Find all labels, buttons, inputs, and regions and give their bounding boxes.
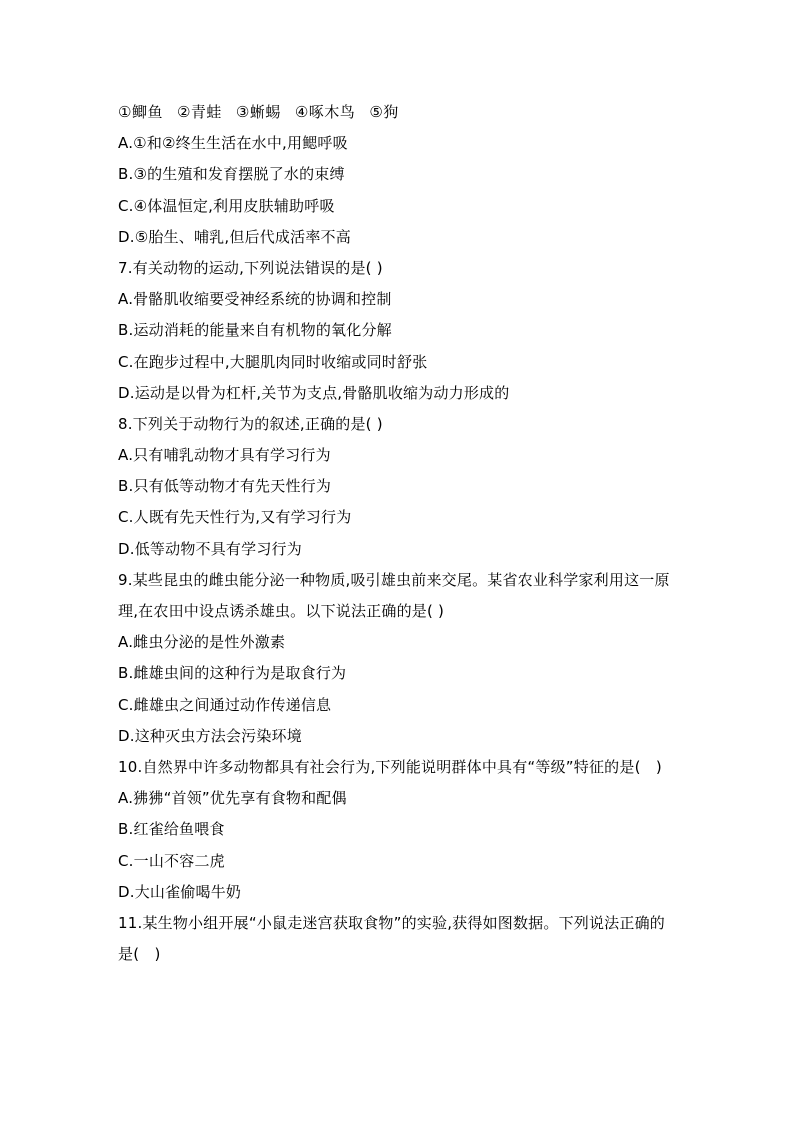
q7-option-d: D.运动是以骨为杠杆,关节为支点,骨骼肌收缩为动力形成的	[118, 383, 510, 402]
q6-option-b: B.③的生殖和发育摆脱了水的束缚	[118, 165, 345, 184]
q7-option-b: B.运动消耗的能量来自有机物的氧化分解	[118, 321, 392, 340]
q8-option-b: B.只有低等动物才有先天性行为	[118, 477, 332, 496]
animal-item: ⑤狗	[369, 103, 399, 121]
q10-option-a: A.狒狒“首领”优先享有食物和配偶	[118, 789, 347, 808]
q10-option-d: D.大山雀偷喝牛奶	[118, 882, 242, 901]
q8-option-c: C.人既有先天性行为,又有学习行为	[118, 508, 352, 527]
q8-stem: 8.下列关于动物行为的叙述,正确的是( )	[118, 414, 383, 433]
q10-option-b: B.红雀给鱼喂食	[118, 820, 225, 839]
animal-list	[118, 97, 680, 128]
question-content	[118, 97, 680, 970]
q8-option-d: D.低等动物不具有学习行为	[118, 539, 302, 558]
q6-option-a: A.①和②终生生活在水中,用鳃呼吸	[118, 134, 348, 153]
q7-stem: 7.有关动物的运动,下列说法错误的是( )	[118, 258, 383, 277]
q9-option-a: A.雌虫分泌的是性外激素	[118, 633, 286, 652]
q11-stem: 11.某生物小组开展“小鼠走迷宫获取食物”的实验,获得如图数据。下列说法正确的是( )	[118, 913, 665, 964]
q9-option-d: D.这种灭虫方法会污染环境	[118, 726, 302, 745]
q7-option-a: A.骨骼肌收缩要受神经系统的协调和控制	[118, 290, 392, 309]
q9-stem: 9.某些昆虫的雌虫能分泌一种物质,吸引雄虫前来交尾。某省农业科学家利用这一原理,在农田中设点诱杀雄虫。以下说法正确的是( )	[118, 570, 670, 621]
q9-option-b: B.雌雄虫间的这种行为是取食行为	[118, 664, 347, 683]
q6-option-d: D.⑤胎生、哺乳,但后代成活率不高	[118, 227, 351, 246]
q6-option-c: C.④体温恒定,利用皮肤辅助呼吸	[118, 196, 335, 215]
animal-item: ①鲫鱼	[118, 103, 163, 121]
animal-item: ②青蛙	[176, 103, 222, 121]
q7-option-c: C.在跑步过程中,大腿肌肉同时收缩或同时舒张	[118, 352, 428, 371]
q9-option-c: C.雌雄虫之间通过动作传递信息	[118, 695, 332, 714]
animal-item: ④啄木鸟	[294, 103, 356, 121]
q8-option-a: A.只有哺乳动物才具有学习行为	[118, 446, 331, 465]
q10-option-c: C.一山不容二虎	[118, 851, 225, 870]
animal-item: ③蜥蜴	[235, 103, 281, 121]
q10-stem: 10.自然界中许多动物都具有社会行为,下列能说明群体中具有“等级”特征的是( )	[118, 757, 662, 776]
